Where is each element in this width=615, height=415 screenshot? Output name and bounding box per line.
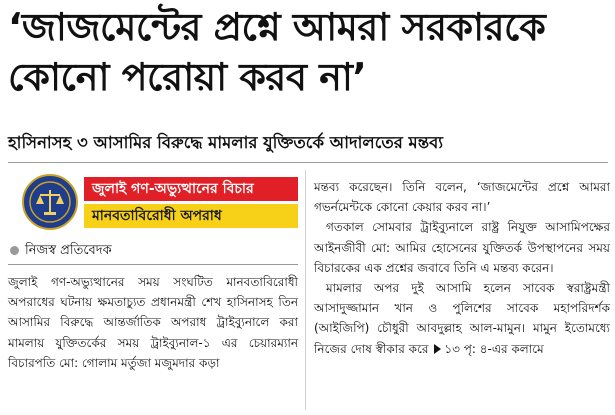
paragraph-text: মামলার অপর দুই আসামি হলেন সাবেক স্বরাষ্ট্রমন্ত্রী আসাদুজ্জামান খান ও পুলিশের সাবেক মহাপরিদর্শক (আইজিপি) চৌধুরী আবদুল্লাহ আল-মামুন। মামুন ইতোমধ্যে নিজের দোষ স্বীকার করে <box>314 281 610 356</box>
article-column-left <box>8 272 298 373</box>
continuation-jump <box>432 342 543 356</box>
tribunal-seal-icon <box>22 174 78 230</box>
headline-line-2: কোনো পরোয়া করব না’ <box>8 55 367 99</box>
continuation-text: ১৩ পৃ: ৪-এর কলামে <box>444 341 544 356</box>
divider <box>8 162 608 163</box>
paragraph: মন্তব্য করেছেন। তিনি বলেন, ‘জাজমেন্টের প্রশ্নে আমরা গভর্নমেন্টকে কোনো কেয়ার করব না।’ <box>314 180 610 215</box>
paragraph <box>314 278 610 359</box>
bullet-icon <box>10 246 19 255</box>
column-divider <box>305 170 306 410</box>
byline-divider <box>8 264 298 265</box>
section-tag <box>8 171 298 234</box>
triangle-icon <box>434 344 441 354</box>
paragraph: গতকাল সোমবার ট্রাইব্যুনালে রাষ্ট্র নিযুক্ত আসামিপক্ষের আইনজীবী মো: আমির হোসেনের যুক্তিতর্ক উপস্থাপনের সময় বিচারকের এক প্রশ্নের জবাবে তিনি এ মন্তব্য করেন। <box>314 220 610 275</box>
paragraph: জুলাই গণ-অভ্যুত্থানের সময় সংঘটিত মানবতাবিরোধী অপরাধের ঘটনায় ক্ষমতাচ্যুত প্রধানমন্ত্রী শেখ হাসিনাসহ তিন আসামির বিরুদ্ধে আন্তর্জাতিক অপরাধ ট্রাইব্যুনালে করা মামলায় যুক্তিতর্কের সময় ট্রাইব্যুনাল-১ এর চেয়ারম্যান বিচারপতি মো: গোলাম মর্তুজা মজুমদার কড়া <box>8 275 298 370</box>
headline <box>8 2 612 102</box>
tag-top-label: জুলাই গণ-অভ্যুত্থানের বিচার <box>84 177 298 201</box>
tag-bottom-label: মানবতাবিরোধী অপরাধ <box>84 204 298 228</box>
subheadline: হাসিনাসহ ৩ আসামির বিরুদ্ধে মামলার যুক্তিতর্কে আদালতের মন্তব্য <box>8 133 444 152</box>
byline-text: নিজস্ব প্রতিবেদক <box>25 243 112 258</box>
byline <box>10 241 290 261</box>
headline-line-1: ‘জাজমেন্টের প্রশ্নে আমরা সরকারকে <box>8 5 546 49</box>
article-column-right <box>314 177 610 359</box>
